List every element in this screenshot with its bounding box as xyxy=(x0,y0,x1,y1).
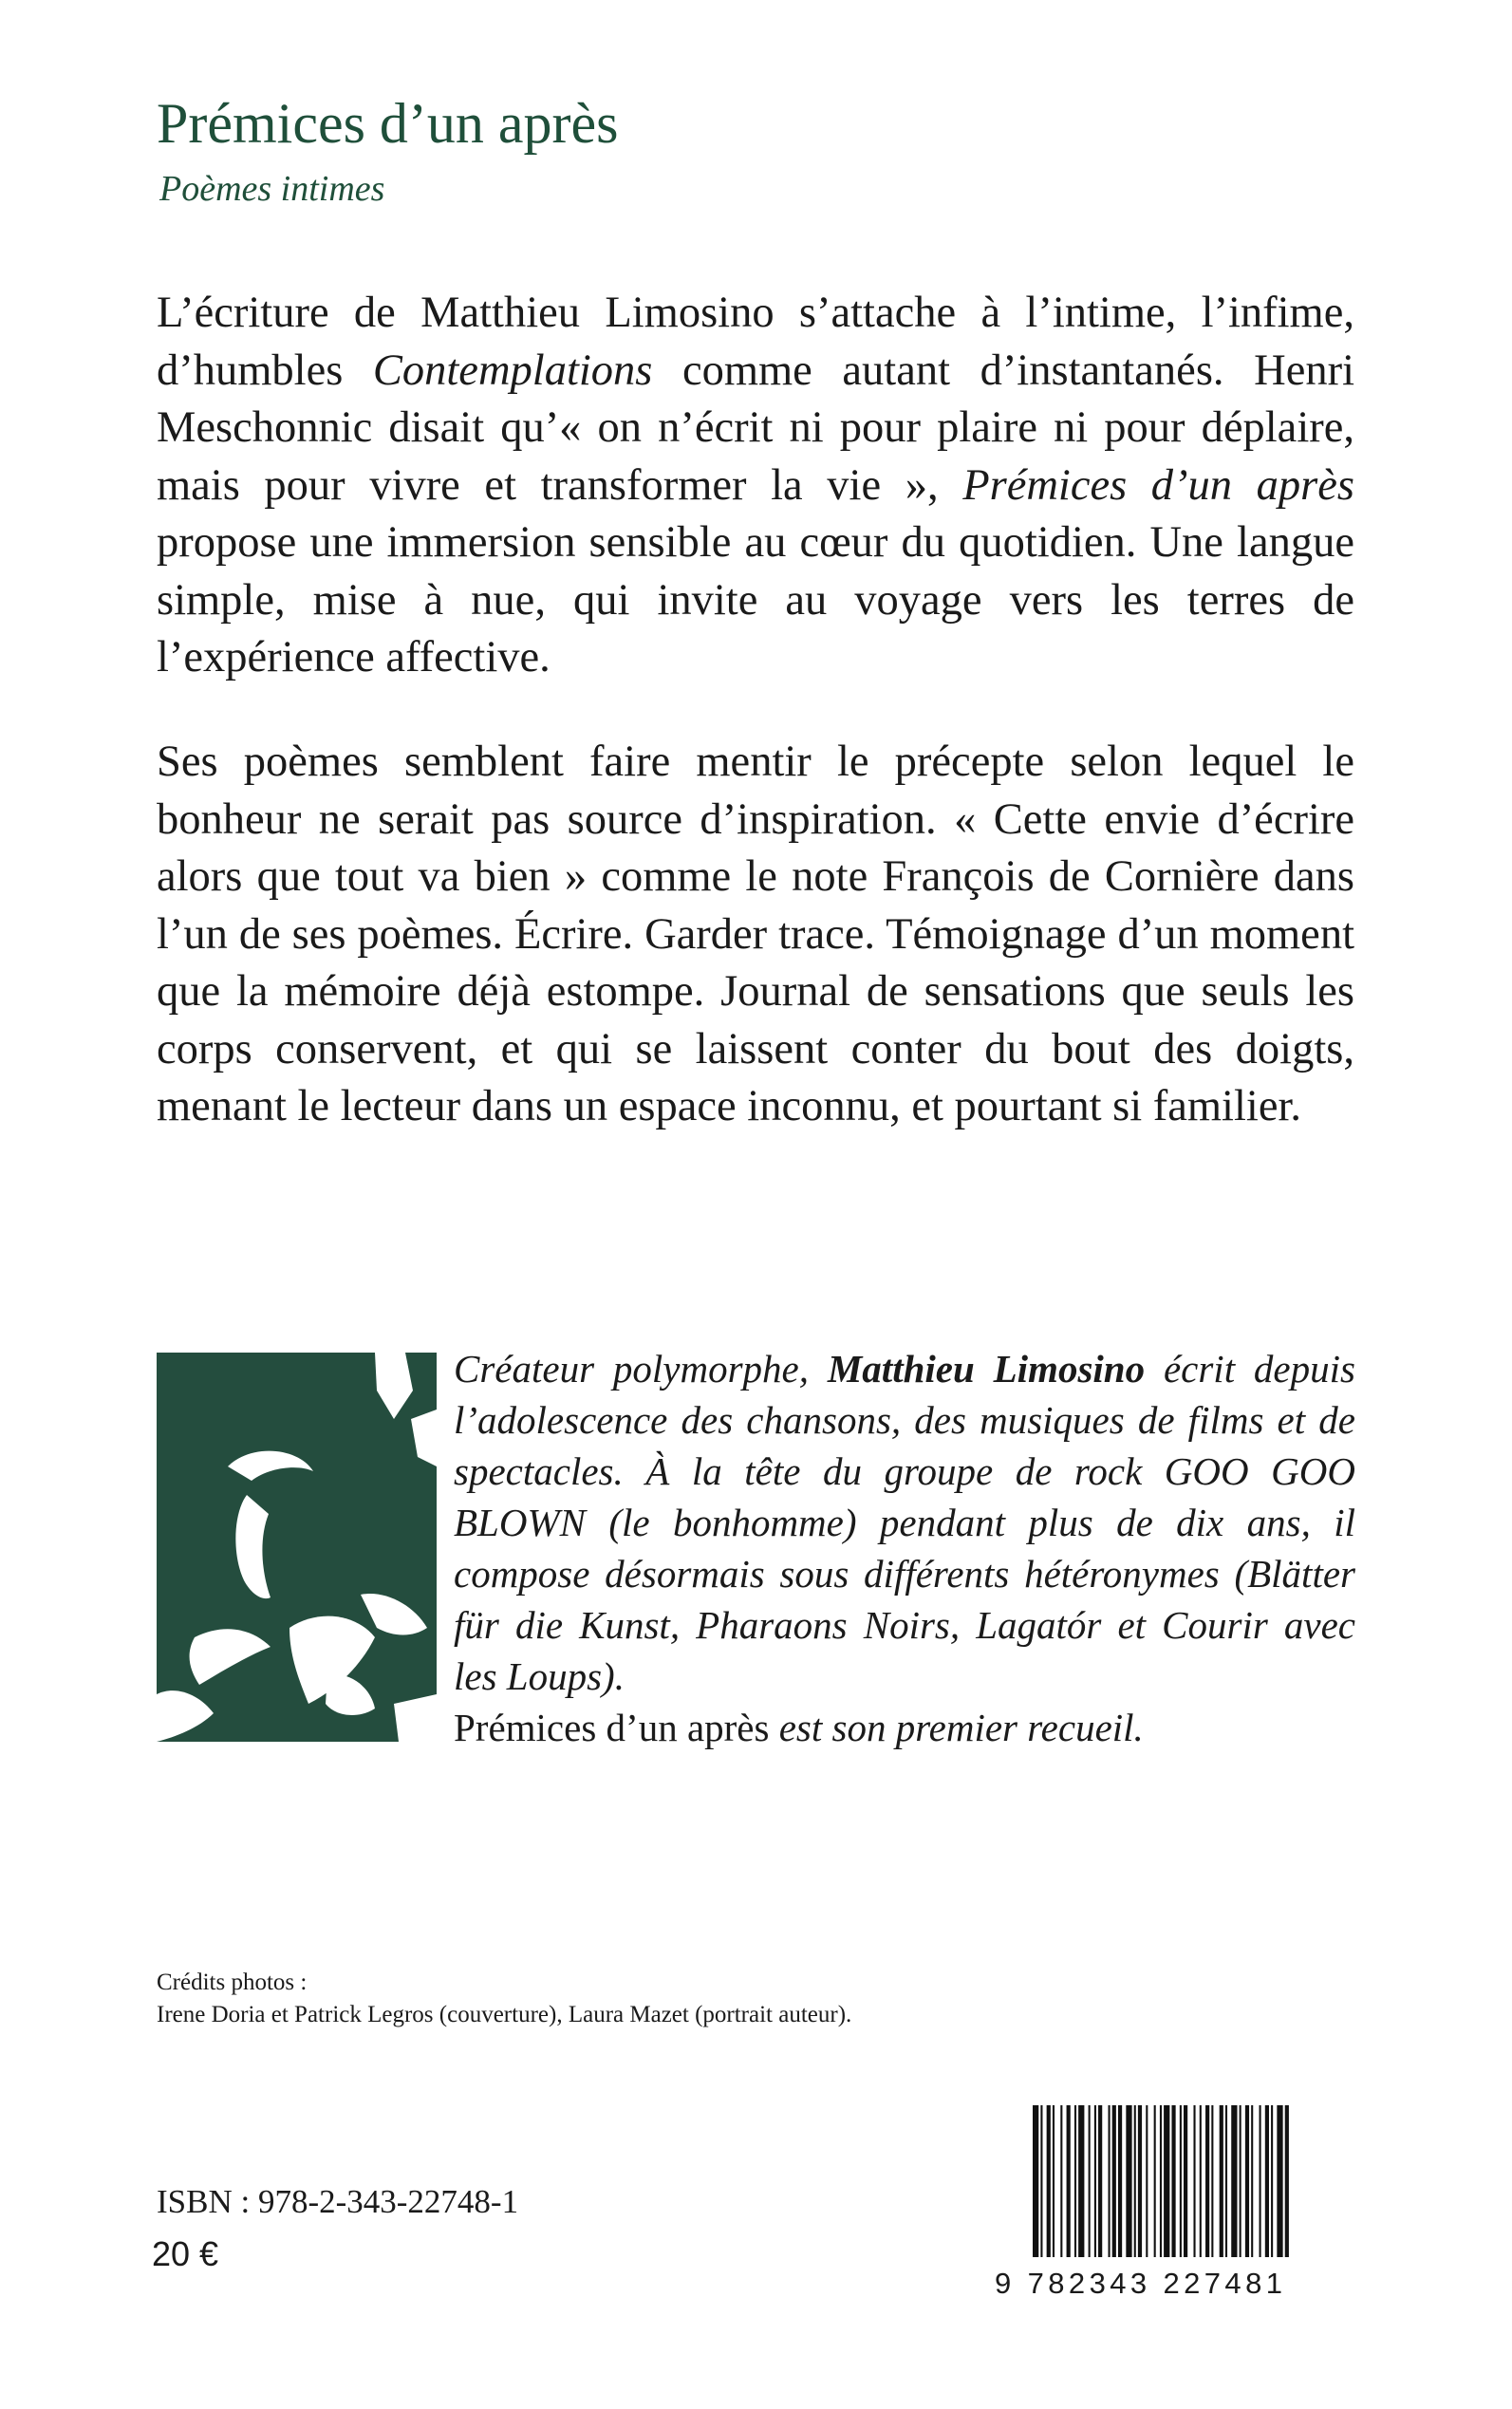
barcode-bar xyxy=(1220,2105,1223,2257)
book-subtitle: Poèmes intimes xyxy=(159,169,385,209)
barcode xyxy=(995,2105,1322,2305)
barcode-bars xyxy=(1033,2105,1291,2257)
barcode-bar xyxy=(1067,2105,1071,2257)
summary-paragraph-1 xyxy=(157,285,1354,687)
barcode-bar xyxy=(1285,2105,1289,2257)
summary-paragraph-2 xyxy=(157,734,1354,1136)
barcode-bar xyxy=(1078,2105,1084,2257)
barcode-bar xyxy=(1146,2105,1148,2257)
barcode-bar xyxy=(1126,2105,1131,2257)
barcode-bar xyxy=(1271,2105,1273,2257)
price: 20 € xyxy=(152,2234,219,2273)
barcode-bar xyxy=(1251,2105,1253,2257)
author-portrait xyxy=(157,1353,437,1742)
barcode-bar xyxy=(1164,2105,1169,2257)
barcode-bar xyxy=(1040,2105,1042,2257)
barcode-bar xyxy=(1074,2105,1076,2257)
bio-text: Créateur polymorphe, xyxy=(454,1347,828,1391)
barcode-bar xyxy=(1171,2105,1175,2257)
barcode-bar xyxy=(1098,2105,1102,2257)
barcode-bar xyxy=(1231,2105,1237,2257)
barcode-bar xyxy=(1109,2105,1111,2257)
bio-last-line xyxy=(454,1702,1355,1753)
bio-text: est son premier recueil. xyxy=(769,1706,1144,1749)
barcode-bar xyxy=(1245,2105,1249,2257)
summary-text: Ses poèmes semblent faire mentir le précepte selon lequel le bonheur ne serait pas source d’inspiration. « Cette envie d’écrire alors que tout va bien » comme le note François de Cornière dans l’un de ses poèmes. Écrire. Garder trace. Témoignage d’un moment que la mémoire déjà estompe. Journal de sensations que seuls les corps conservent, et qui se laissent conter du bout des doigts, menant le lecteur dans un espace inconnu, et pourtant si familier. xyxy=(157,738,1354,1130)
book-title: Prémices d’un après xyxy=(157,92,619,155)
barcode-bar xyxy=(1193,2105,1195,2257)
barcode-bar xyxy=(1160,2105,1162,2257)
author-name: Matthieu Limosino xyxy=(827,1347,1146,1391)
barcode-bar xyxy=(1112,2105,1116,2257)
barcode-bar xyxy=(1265,2105,1269,2257)
summary-italic-title: Prémices d’un après xyxy=(962,460,1354,510)
barcode-number: 9 782343 227481 xyxy=(995,2267,1287,2300)
barcode-bar xyxy=(1240,2105,1241,2257)
book-reference: Prémices d’un après xyxy=(454,1706,770,1749)
barcode-bar xyxy=(1060,2105,1062,2257)
summary-text: L’écriture de Matthieu Limosino s’attache à l’intime, l’infime, d’humbles xyxy=(157,289,1354,395)
barcode-bar xyxy=(1047,2105,1051,2257)
barcode-bar xyxy=(1154,2105,1156,2257)
barcode-bar xyxy=(1260,2105,1261,2257)
photo-credits xyxy=(157,1967,851,2031)
summary-text: propose une immersion sensible au cœur du quotidien. Une langue simple, mise à nue, qui invite au voyage vers les terres de l’expérience affective. xyxy=(157,518,1354,682)
barcode-bar xyxy=(1277,2105,1282,2257)
barcode-bar xyxy=(1138,2105,1142,2257)
barcode-bar xyxy=(1053,2105,1055,2257)
credits-label: Crédits photos : xyxy=(157,1970,308,1995)
summary-text: comme autant d’instantanés. Henri Meschonnic disait qu’« on n’écrit ni pour plaire ni pour déplaire, mais pour vivre et transformer la vie », xyxy=(157,345,1354,510)
barcode-bar xyxy=(1134,2105,1136,2257)
bio-text: écrit depuis l’adolescence des chansons, des musiques de films et de spectacles. À la tête du groupe de rock GOO GOO BLOWN (le bonhomme) pendant plus de dix ans, il compose désormais sous différents hétéronymes (Blätter für die Kunst, Pharaons Noirs, Lagatór et Courir avec les Loups). xyxy=(454,1347,1355,1698)
barcode-bar xyxy=(1225,2105,1227,2257)
barcode-bar xyxy=(1089,2105,1091,2257)
summary-italic-title: Contemplations xyxy=(372,345,653,395)
isbn: ISBN : 978-2-343-22748-1 xyxy=(157,2183,519,2220)
barcode-bar xyxy=(1200,2105,1202,2257)
barcode-bar xyxy=(1205,2105,1209,2257)
credits-text: Irene Doria et Patrick Legros (couverture), Laura Mazet (portrait auteur). xyxy=(157,2002,852,2027)
author-portrait-image xyxy=(157,1353,437,1742)
barcode-bar xyxy=(1211,2105,1213,2257)
barcode-bar xyxy=(1184,2105,1187,2257)
barcode-bar xyxy=(1180,2105,1182,2257)
author-bio xyxy=(454,1343,1355,1753)
barcode-bar xyxy=(1033,2105,1038,2257)
barcode-bar xyxy=(1094,2105,1096,2257)
barcode-bar xyxy=(1118,2105,1122,2257)
